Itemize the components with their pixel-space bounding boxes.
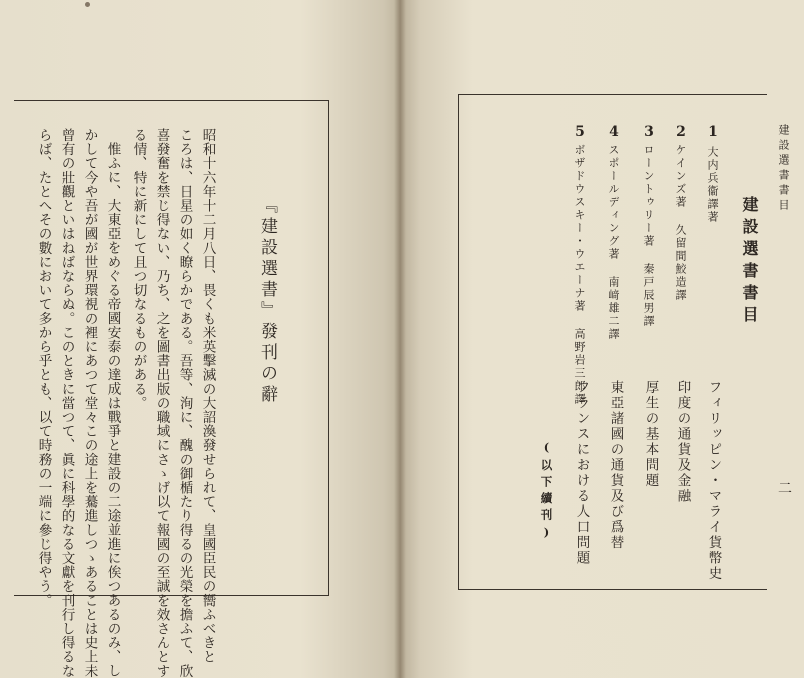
left-page [0,0,400,678]
page-number: 二 [778,481,792,497]
ink-spot [85,2,90,7]
entry-5-title: フランスにおける人口問題 [573,380,590,566]
manifesto-line-3: 喜發奮を禁じ得ない、乃ち、之を圖書出版の職域にさゝげ以て報國の至誠を效さんとす [153,128,170,678]
entry-1-author: 大内兵衞譯著 [706,146,719,224]
entry-3-author: ローントゥリー著 秦戸辰男譯 [642,144,655,328]
manifesto-line-4: る情、特に新にして且つ切なるものがある。 [130,128,147,410]
entry-2-title: 印度の通貨及金融 [674,380,691,504]
entry-1-number: 1 [705,124,721,140]
manifesto-title: 『建設選書』發刊の辭 [257,196,277,406]
manifesto-line-2: ころは、日星の如く瞭らかである。吾等、洵に、醜の御楯たり得るの光榮を擔ふて、欣 [176,128,193,678]
entry-3-number: 3 [641,124,657,140]
booklist-title: 建設選書書目 [740,196,759,328]
entry-2-number: 2 [673,124,689,140]
entry-4-title: 東亞諸國の通貨及び爲替 [607,380,624,551]
running-head: 建設選書書目 [777,124,790,214]
book-gutter [394,0,406,678]
manifesto-line-8: らば、たとへその數において多から乎とも、以て時務の一端に參じ得やう。 [35,128,52,608]
entry-5-number: 5 [572,124,588,140]
manifesto-line-5: 惟ふに、大東亞をめぐる帝國安泰の達成は戰爭と建設の二途並進に俟つあるのみ、し [104,142,121,678]
manifesto-line-1: 昭和十六年十二月八日、畏くも米英擊滅の大詔渙發せられて、皇國臣民の嚮ふべきと [199,128,216,664]
entry-3-title: 厚生の基本問題 [642,380,659,489]
entry-4-number: 4 [606,124,622,140]
entry-1-title: フィリッピン・マライ貨幣史 [705,380,722,582]
entry-2-author: ケインズ著 久留間鮫造譯 [674,144,687,302]
entry-5-author: ボザドウスキー・ウエーナ著 高野岩三郎譯 [573,144,586,406]
manifesto-line-7: 曾有の壯觀といはねばならぬ。このときに當つて、眞に科學的なる文獻を刊行し得るな [58,128,75,678]
manifesto-line-6: かして今や吾が國が世界環視の裡にあつて堂々この途上を驀進しつゝあることは史上未 [81,128,98,678]
continued-note: (以下續刊) [539,440,554,544]
entry-4-author: スポールディング著 南﨑雄二譯 [607,144,620,341]
